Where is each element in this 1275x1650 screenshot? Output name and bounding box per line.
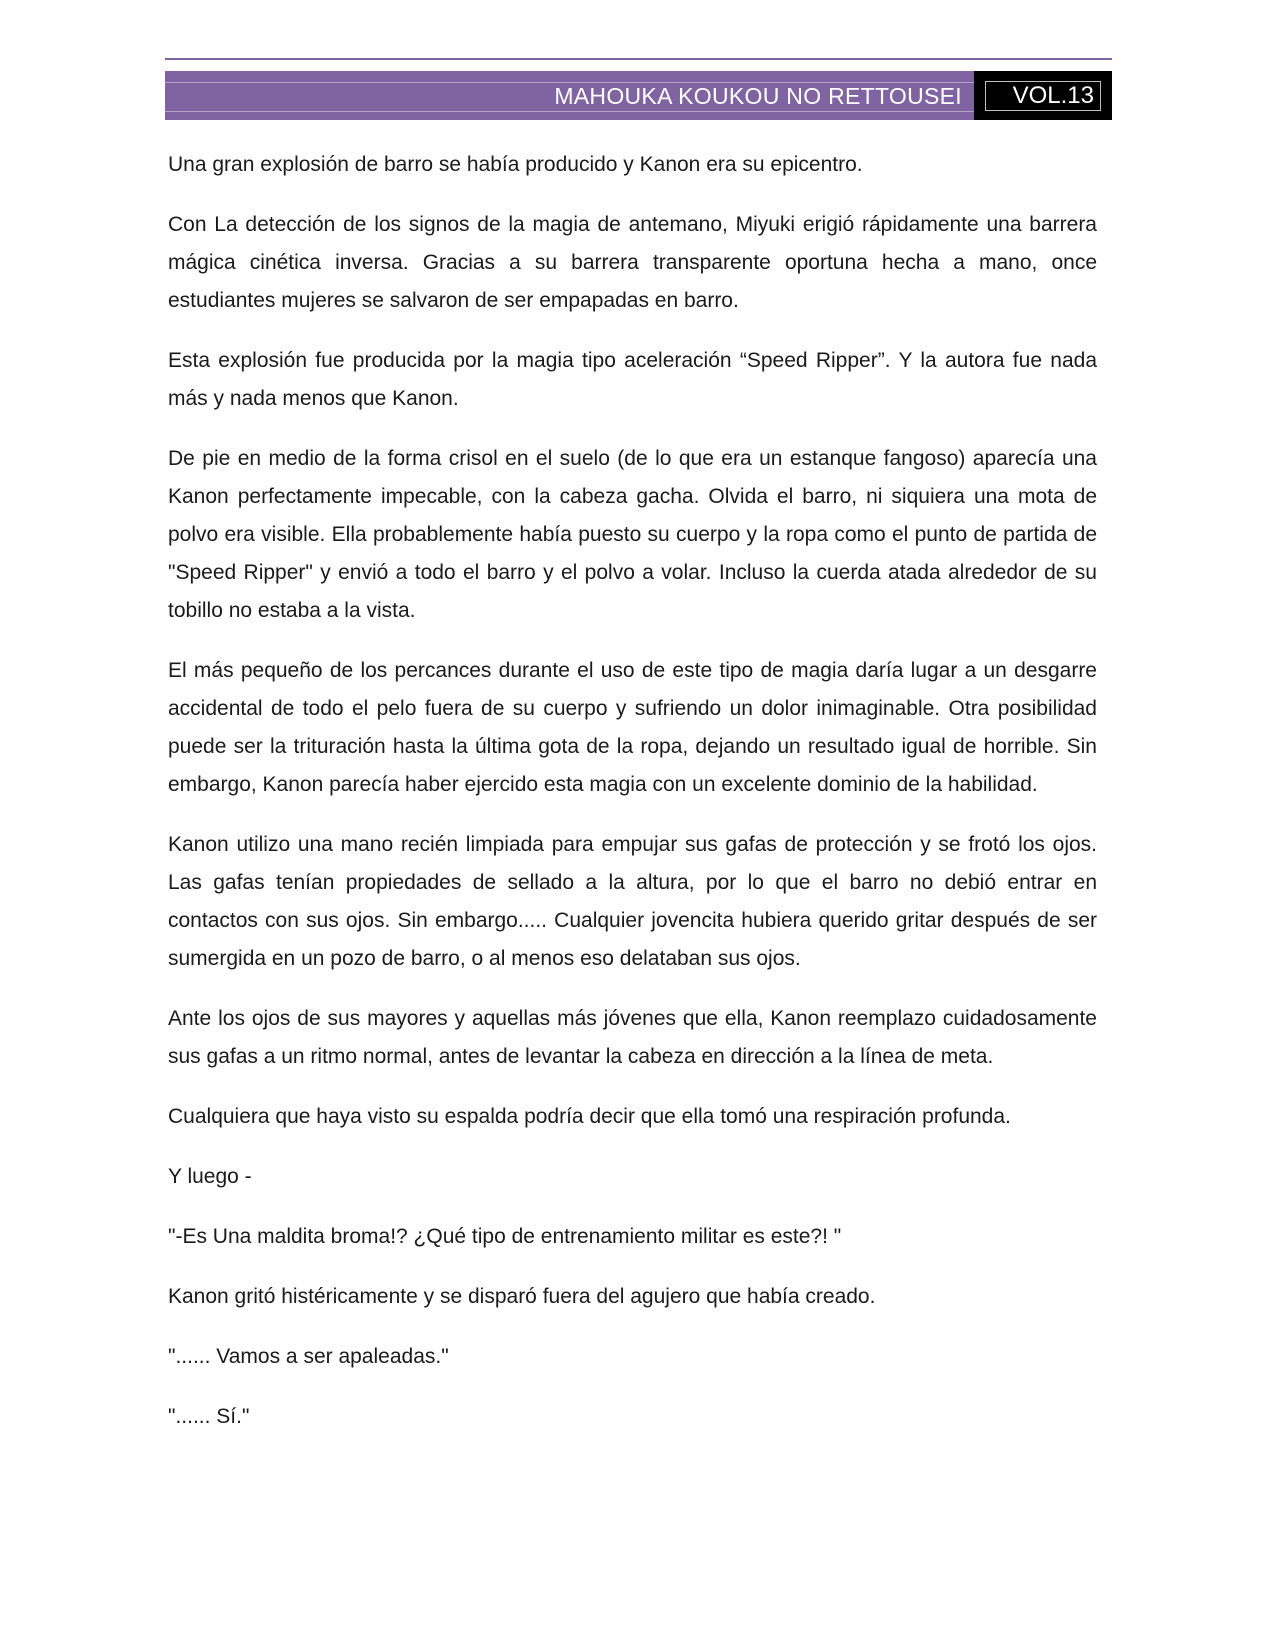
paragraph: El más pequeño de los percances durante el uso de este tipo de magia daría lugar a un desgarre accidental de todo el pelo fuera de su cuerpo y sufriendo un dolor inimaginable. Otra posibilidad puede ser la trituración hasta la última gota de la ropa, dejando un resultado igual de horrible. Sin embargo, Kanon parecía haber ejercido esta magia con un excelente dominio de la habilidad. (168, 659, 1097, 796)
paragraph: "...... Vamos a ser apaleadas." (168, 1345, 449, 1368)
paragraph: Ante los ojos de sus mayores y aquellas más jóvenes que ella, Kanon reemplazo cuidadosamente sus gafas a un ritmo normal, antes de levantar la cabeza en dirección a la línea de meta. (168, 1007, 1097, 1068)
header-bar (165, 71, 1112, 120)
page-content (168, 146, 1097, 1436)
page-header (165, 0, 1112, 120)
paragraph: Y luego - (168, 1165, 252, 1188)
paragraph: Kanon utilizo una mano recién limpiada para empujar sus gafas de protección y se frotó los ojos. Las gafas tenían propiedades de sellado a la altura, por lo que el barro no debió entrar en contactos con sus ojos. Sin embargo..... Cualquier jovencita hubiera querido gritar después de ser sumergida en un pozo de barro, o al menos eso delataban sus ojos. (168, 833, 1097, 970)
paragraph: Una gran explosión de barro se había producido y Kanon era su epicentro. (168, 153, 863, 176)
book-title: MAHOUKA KOUKOU NO RETTOUSEI (554, 83, 962, 109)
paragraph: Con La detección de los signos de la magia de antemano, Miyuki erigió rápidamente una barrera mágica cinética inversa. Gracias a su barrera transparente oportuna hecha a mano, once estudiantes mujeres se salvaron de ser empapadas en barro. (168, 213, 1097, 312)
header-volume-cell (974, 71, 1112, 120)
paragraph: "-Es Una maldita broma!? ¿Qué tipo de entrenamiento militar es este?! " (168, 1225, 842, 1248)
paragraph: Cualquiera que haya visto su espalda podría decir que ella tomó una respiración profunda. (168, 1105, 1011, 1128)
paragraph: Kanon gritó histéricamente y se disparó fuera del agujero que había creado. (168, 1285, 876, 1308)
header-title-cell (165, 71, 974, 120)
paragraph: De pie en medio de la forma crisol en el suelo (de lo que era un estanque fangoso) aparecía una Kanon perfectamente impecable, con la cabeza gacha. Olvida el barro, ni siquiera una mota de polvo era visible. Ella probablemente había puesto su cuerpo y la ropa como el punto de partida de "Speed Ripper" y envió a todo el barro y el polvo a volar. Incluso la cuerda atada alrededor de su tobillo no estaba a la vista. (168, 447, 1097, 622)
volume-label: VOL.13 (1012, 81, 1094, 109)
paragraph: Esta explosión fue producida por la magia tipo aceleración “Speed Ripper”. Y la autora fue nada más y nada menos que Kanon. (168, 349, 1097, 410)
header-volume-inner (985, 81, 1101, 111)
paragraph: "...... Sí." (168, 1405, 250, 1428)
header-top-border (165, 58, 1112, 60)
header-title-inner (165, 82, 974, 112)
